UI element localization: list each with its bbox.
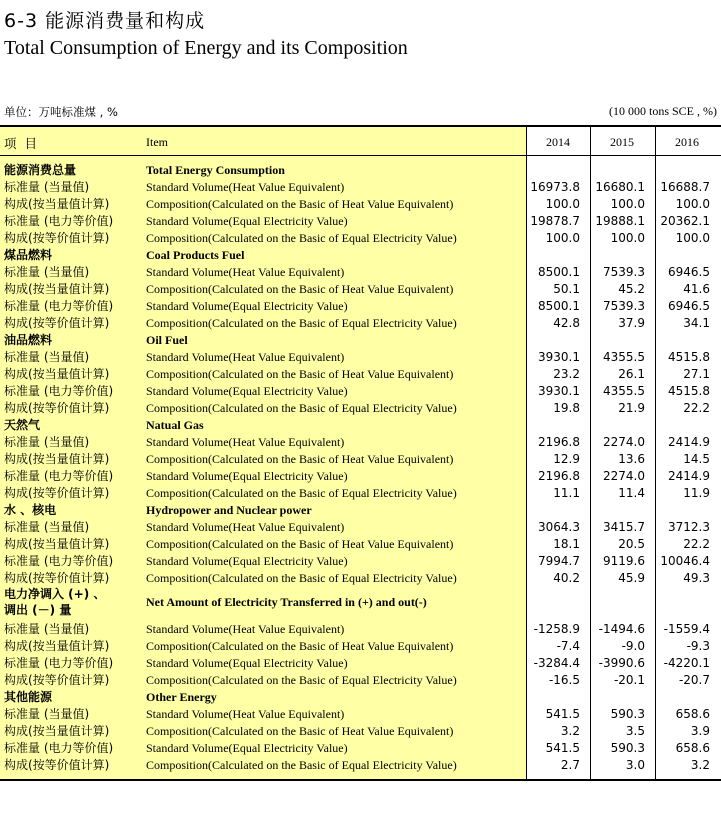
value-2016: 658.6	[675, 707, 710, 721]
row-label-chinese: 标准量 (当量值)	[4, 622, 90, 636]
table-row	[0, 264, 721, 281]
row-label-english: Standard Volume(Heat Value Equivalent)	[146, 435, 345, 449]
row-label-chinese: 构成(按当量值计算)	[4, 537, 110, 551]
table-row	[0, 621, 721, 638]
value-2016: 3.2	[690, 758, 710, 772]
table-row	[0, 230, 721, 247]
value-2016: 100.0	[675, 197, 710, 211]
value-2014: 3064.3	[538, 520, 580, 534]
value-2014: 7994.7	[538, 554, 580, 568]
row-label-chinese: 标准量 (电力等价值)	[4, 299, 114, 313]
table-row	[0, 400, 721, 417]
row-label-chinese: 构成(按等价值计算)	[4, 571, 110, 585]
section-row	[0, 247, 721, 264]
value-2016: 27.1	[683, 367, 710, 381]
value-2014: 8500.1	[538, 299, 580, 313]
value-2016: -4220.1	[663, 656, 710, 670]
value-2014: 3.2	[560, 724, 580, 738]
row-label-english: Standard Volume(Equal Electricity Value)	[146, 656, 348, 670]
unit-label-chinese: 单位：万吨标准煤 , %	[4, 105, 118, 119]
unit-label-english: (10 000 tons SCE , %)	[609, 104, 717, 118]
value-2014: -3284.4	[533, 656, 580, 670]
section-label-chinese: 其他能源	[4, 690, 53, 704]
value-2014: 100.0	[545, 197, 580, 211]
section-label-english: Other Energy	[146, 690, 217, 704]
header-year-2015: 2015	[610, 135, 634, 149]
table-row	[0, 451, 721, 468]
value-2014: 23.2	[553, 367, 580, 381]
row-label-english: Composition(Calculated on the Basic of Heat Value Equivalent)	[146, 724, 454, 738]
value-2015: 9119.6	[603, 554, 645, 568]
row-label-chinese: 构成(按等价值计算)	[4, 673, 110, 687]
value-2016: 4515.8	[668, 384, 710, 398]
value-2014: 541.5	[545, 741, 580, 755]
section-row	[0, 417, 721, 434]
row-label-chinese: 标准量 (电力等价值)	[4, 214, 114, 228]
row-label-chinese: 构成(按当量值计算)	[4, 197, 110, 211]
section-row	[0, 586, 721, 620]
value-2016: 6946.5	[668, 299, 710, 313]
row-label-english: Composition(Calculated on the Basic of Heat Value Equivalent)	[146, 537, 454, 551]
page-title-english: Total Consumption of Energy and its Composition	[4, 37, 408, 59]
row-label-english: Composition(Calculated on the Basic of Heat Value Equivalent)	[146, 197, 454, 211]
value-2014: 2.7	[560, 758, 580, 772]
row-label-english: Composition(Calculated on the Basic of Equal Electricity Value)	[146, 316, 457, 330]
value-2015: 2274.0	[603, 469, 645, 483]
value-2015: 21.9	[618, 401, 645, 415]
row-label-chinese: 标准量 (电力等价值)	[4, 384, 114, 398]
value-2015: 3.0	[625, 758, 645, 772]
table-row	[0, 298, 721, 315]
value-2015: -20.1	[613, 673, 645, 687]
value-2014: 2196.8	[538, 469, 580, 483]
row-label-chinese: 标准量 (当量值)	[4, 180, 90, 194]
value-2015: 3415.7	[603, 520, 645, 534]
row-label-english: Composition(Calculated on the Basic of Heat Value Equivalent)	[146, 639, 454, 653]
row-label-english: Composition(Calculated on the Basic of Equal Electricity Value)	[146, 758, 457, 772]
table-row	[0, 740, 721, 757]
row-label-chinese: 构成(按当量值计算)	[4, 282, 110, 296]
table-row	[0, 366, 721, 383]
row-label-english: Standard Volume(Heat Value Equivalent)	[146, 520, 345, 534]
row-label-english: Standard Volume(Equal Electricity Value)	[146, 741, 348, 755]
row-label-english: Composition(Calculated on the Basic of Equal Electricity Value)	[146, 571, 457, 585]
row-label-chinese: 标准量 (电力等价值)	[4, 554, 114, 568]
value-2014: 11.1	[553, 486, 580, 500]
value-2014: 2196.8	[538, 435, 580, 449]
row-label-english: Composition(Calculated on the Basic of Heat Value Equivalent)	[146, 367, 454, 381]
value-2014: 3930.1	[538, 350, 580, 364]
value-2015: 4355.5	[603, 384, 645, 398]
value-2015: 4355.5	[603, 350, 645, 364]
table-row	[0, 196, 721, 213]
table-row	[0, 383, 721, 400]
row-label-chinese: 构成(按等价值计算)	[4, 401, 110, 415]
table-row	[0, 638, 721, 655]
value-2014: 8500.1	[538, 265, 580, 279]
table-row	[0, 485, 721, 502]
row-label-chinese: 标准量 (当量值)	[4, 265, 90, 279]
table-row	[0, 468, 721, 485]
section-row	[0, 332, 721, 349]
value-2014: 100.0	[545, 231, 580, 245]
value-2015: 590.3	[610, 707, 645, 721]
value-2016: 14.5	[683, 452, 710, 466]
table-row	[0, 281, 721, 298]
value-2014: 50.1	[553, 282, 580, 296]
value-2016: 100.0	[675, 231, 710, 245]
table-row	[0, 570, 721, 587]
section-label-english: Hydropower and Nuclear power	[146, 503, 312, 517]
section-row	[0, 689, 721, 706]
value-2014: 16973.8	[530, 180, 580, 194]
table-bottom-rule	[0, 779, 721, 781]
row-label-chinese: 标准量 (电力等价值)	[4, 741, 114, 755]
row-label-chinese: 标准量 (当量值)	[4, 707, 90, 721]
value-2015: 100.0	[610, 231, 645, 245]
table-row	[0, 434, 721, 451]
row-label-chinese: 构成(按当量值计算)	[4, 639, 110, 653]
value-2016: 2414.9	[668, 435, 710, 449]
table-row	[0, 672, 721, 689]
row-label-english: Standard Volume(Equal Electricity Value)	[146, 384, 348, 398]
value-2016: 22.2	[683, 537, 710, 551]
table-row	[0, 315, 721, 332]
value-2014: 42.8	[553, 316, 580, 330]
value-2015: 3.5	[625, 724, 645, 738]
row-label-english: Standard Volume(Heat Value Equivalent)	[146, 350, 345, 364]
row-label-english: Standard Volume(Equal Electricity Value)	[146, 554, 348, 568]
section-row	[0, 502, 721, 519]
row-label-chinese: 标准量 (当量值)	[4, 435, 90, 449]
row-label-chinese: 标准量 (电力等价值)	[4, 656, 114, 670]
value-2014: -7.4	[556, 639, 580, 653]
row-label-chinese: 标准量 (当量值)	[4, 350, 90, 364]
value-2014: 18.1	[553, 537, 580, 551]
value-2014: -1258.9	[533, 622, 580, 636]
section-label-english: Coal Products Fuel	[146, 248, 245, 262]
value-2014: 541.5	[545, 707, 580, 721]
value-2014: 40.2	[553, 571, 580, 585]
value-2015: 7539.3	[603, 265, 645, 279]
value-2016: 11.9	[683, 486, 710, 500]
row-label-chinese: 标准量 (电力等价值)	[4, 469, 114, 483]
row-label-english: Composition(Calculated on the Basic of Heat Value Equivalent)	[146, 452, 454, 466]
value-2015: -9.0	[621, 639, 645, 653]
section-label-english: Net Amount of Electricity Transferred in (+) and out(-)	[146, 595, 427, 609]
value-2016: 3712.3	[668, 520, 710, 534]
row-label-english: Standard Volume(Equal Electricity Value)	[146, 469, 348, 483]
header-divider	[0, 155, 721, 156]
row-label-english: Composition(Calculated on the Basic of Equal Electricity Value)	[146, 231, 457, 245]
value-2016: 6946.5	[668, 265, 710, 279]
section-label-chinese: 油品燃料	[4, 333, 53, 347]
table-row	[0, 519, 721, 536]
section-row	[0, 162, 721, 179]
table-row	[0, 536, 721, 553]
value-2015: 16680.1	[595, 180, 645, 194]
header-year-2016: 2016	[675, 135, 699, 149]
value-2015: 11.4	[618, 486, 645, 500]
value-2015: 19888.1	[595, 214, 645, 228]
value-2015: 45.2	[618, 282, 645, 296]
row-label-english: Standard Volume(Equal Electricity Value)	[146, 214, 348, 228]
value-2015: 20.5	[618, 537, 645, 551]
value-2016: 16688.7	[660, 180, 710, 194]
page-title-chinese: 6-3 能源消费量和构成	[4, 10, 206, 32]
value-2014: 19878.7	[530, 214, 580, 228]
value-2016: 41.6	[683, 282, 710, 296]
value-2016: 3.9	[690, 724, 710, 738]
header-item-english: Item	[146, 135, 168, 149]
table-row	[0, 723, 721, 740]
table-row	[0, 553, 721, 570]
row-label-chinese: 构成(按当量值计算)	[4, 452, 110, 466]
value-2015: -1494.6	[598, 622, 645, 636]
section-label-chinese: 水 、核电	[4, 503, 57, 517]
section-label-chinese: 电力净调入 (+) 、 调出 (－) 量	[4, 587, 106, 617]
section-label-chinese: 煤品燃料	[4, 248, 53, 262]
row-label-english: Composition(Calculated on the Basic of Heat Value Equivalent)	[146, 282, 454, 296]
value-2015: -3990.6	[598, 656, 645, 670]
row-label-chinese: 标准量 (当量值)	[4, 520, 90, 534]
table-row	[0, 655, 721, 672]
row-label-chinese: 构成(按等价值计算)	[4, 486, 110, 500]
value-2014: 12.9	[553, 452, 580, 466]
value-2014: 19.8	[553, 401, 580, 415]
value-2016: 49.3	[683, 571, 710, 585]
value-2016: 22.2	[683, 401, 710, 415]
header-year-2014: 2014	[546, 135, 570, 149]
value-2016: 34.1	[683, 316, 710, 330]
section-label-english: Oil Fuel	[146, 333, 188, 347]
row-label-english: Composition(Calculated on the Basic of Equal Electricity Value)	[146, 486, 457, 500]
row-label-english: Standard Volume(Equal Electricity Value)	[146, 299, 348, 313]
section-label-english: Total Energy Consumption	[146, 163, 285, 177]
table-row	[0, 179, 721, 196]
value-2016: 658.6	[675, 741, 710, 755]
row-label-english: Standard Volume(Heat Value Equivalent)	[146, 265, 345, 279]
header-item-chinese: 项 目	[4, 136, 39, 151]
section-label-chinese: 能源消费总量	[4, 163, 77, 177]
value-2016: 4515.8	[668, 350, 710, 364]
value-2016: 10046.4	[660, 554, 710, 568]
value-2015: 590.3	[610, 741, 645, 755]
row-label-english: Standard Volume(Heat Value Equivalent)	[146, 707, 345, 721]
value-2015: 45.9	[618, 571, 645, 585]
value-2015: 100.0	[610, 197, 645, 211]
row-label-chinese: 构成(按当量值计算)	[4, 724, 110, 738]
row-label-english: Standard Volume(Heat Value Equivalent)	[146, 622, 345, 636]
value-2014: -16.5	[548, 673, 580, 687]
row-label-english: Standard Volume(Heat Value Equivalent)	[146, 180, 345, 194]
row-label-chinese: 构成(按等价值计算)	[4, 316, 110, 330]
value-2016: -1559.4	[663, 622, 710, 636]
value-2015: 37.9	[618, 316, 645, 330]
value-2015: 26.1	[618, 367, 645, 381]
table-row	[0, 213, 721, 230]
row-label-chinese: 构成(按等价值计算)	[4, 758, 110, 772]
row-label-chinese: 构成(按当量值计算)	[4, 367, 110, 381]
table-row	[0, 706, 721, 723]
section-label-english: Natual Gas	[146, 418, 204, 432]
table-row	[0, 757, 721, 774]
value-2016: 2414.9	[668, 469, 710, 483]
row-label-chinese: 构成(按等价值计算)	[4, 231, 110, 245]
table-top-rule	[0, 125, 721, 127]
row-label-english: Composition(Calculated on the Basic of Equal Electricity Value)	[146, 401, 457, 415]
value-2015: 7539.3	[603, 299, 645, 313]
value-2015: 13.6	[618, 452, 645, 466]
table-row	[0, 349, 721, 366]
row-label-english: Composition(Calculated on the Basic of Equal Electricity Value)	[146, 673, 457, 687]
section-label-chinese: 天然气	[4, 418, 41, 432]
value-2015: 2274.0	[603, 435, 645, 449]
value-2014: 3930.1	[538, 384, 580, 398]
value-2016: -20.7	[678, 673, 710, 687]
value-2016: 20362.1	[660, 214, 710, 228]
value-2016: -9.3	[686, 639, 710, 653]
